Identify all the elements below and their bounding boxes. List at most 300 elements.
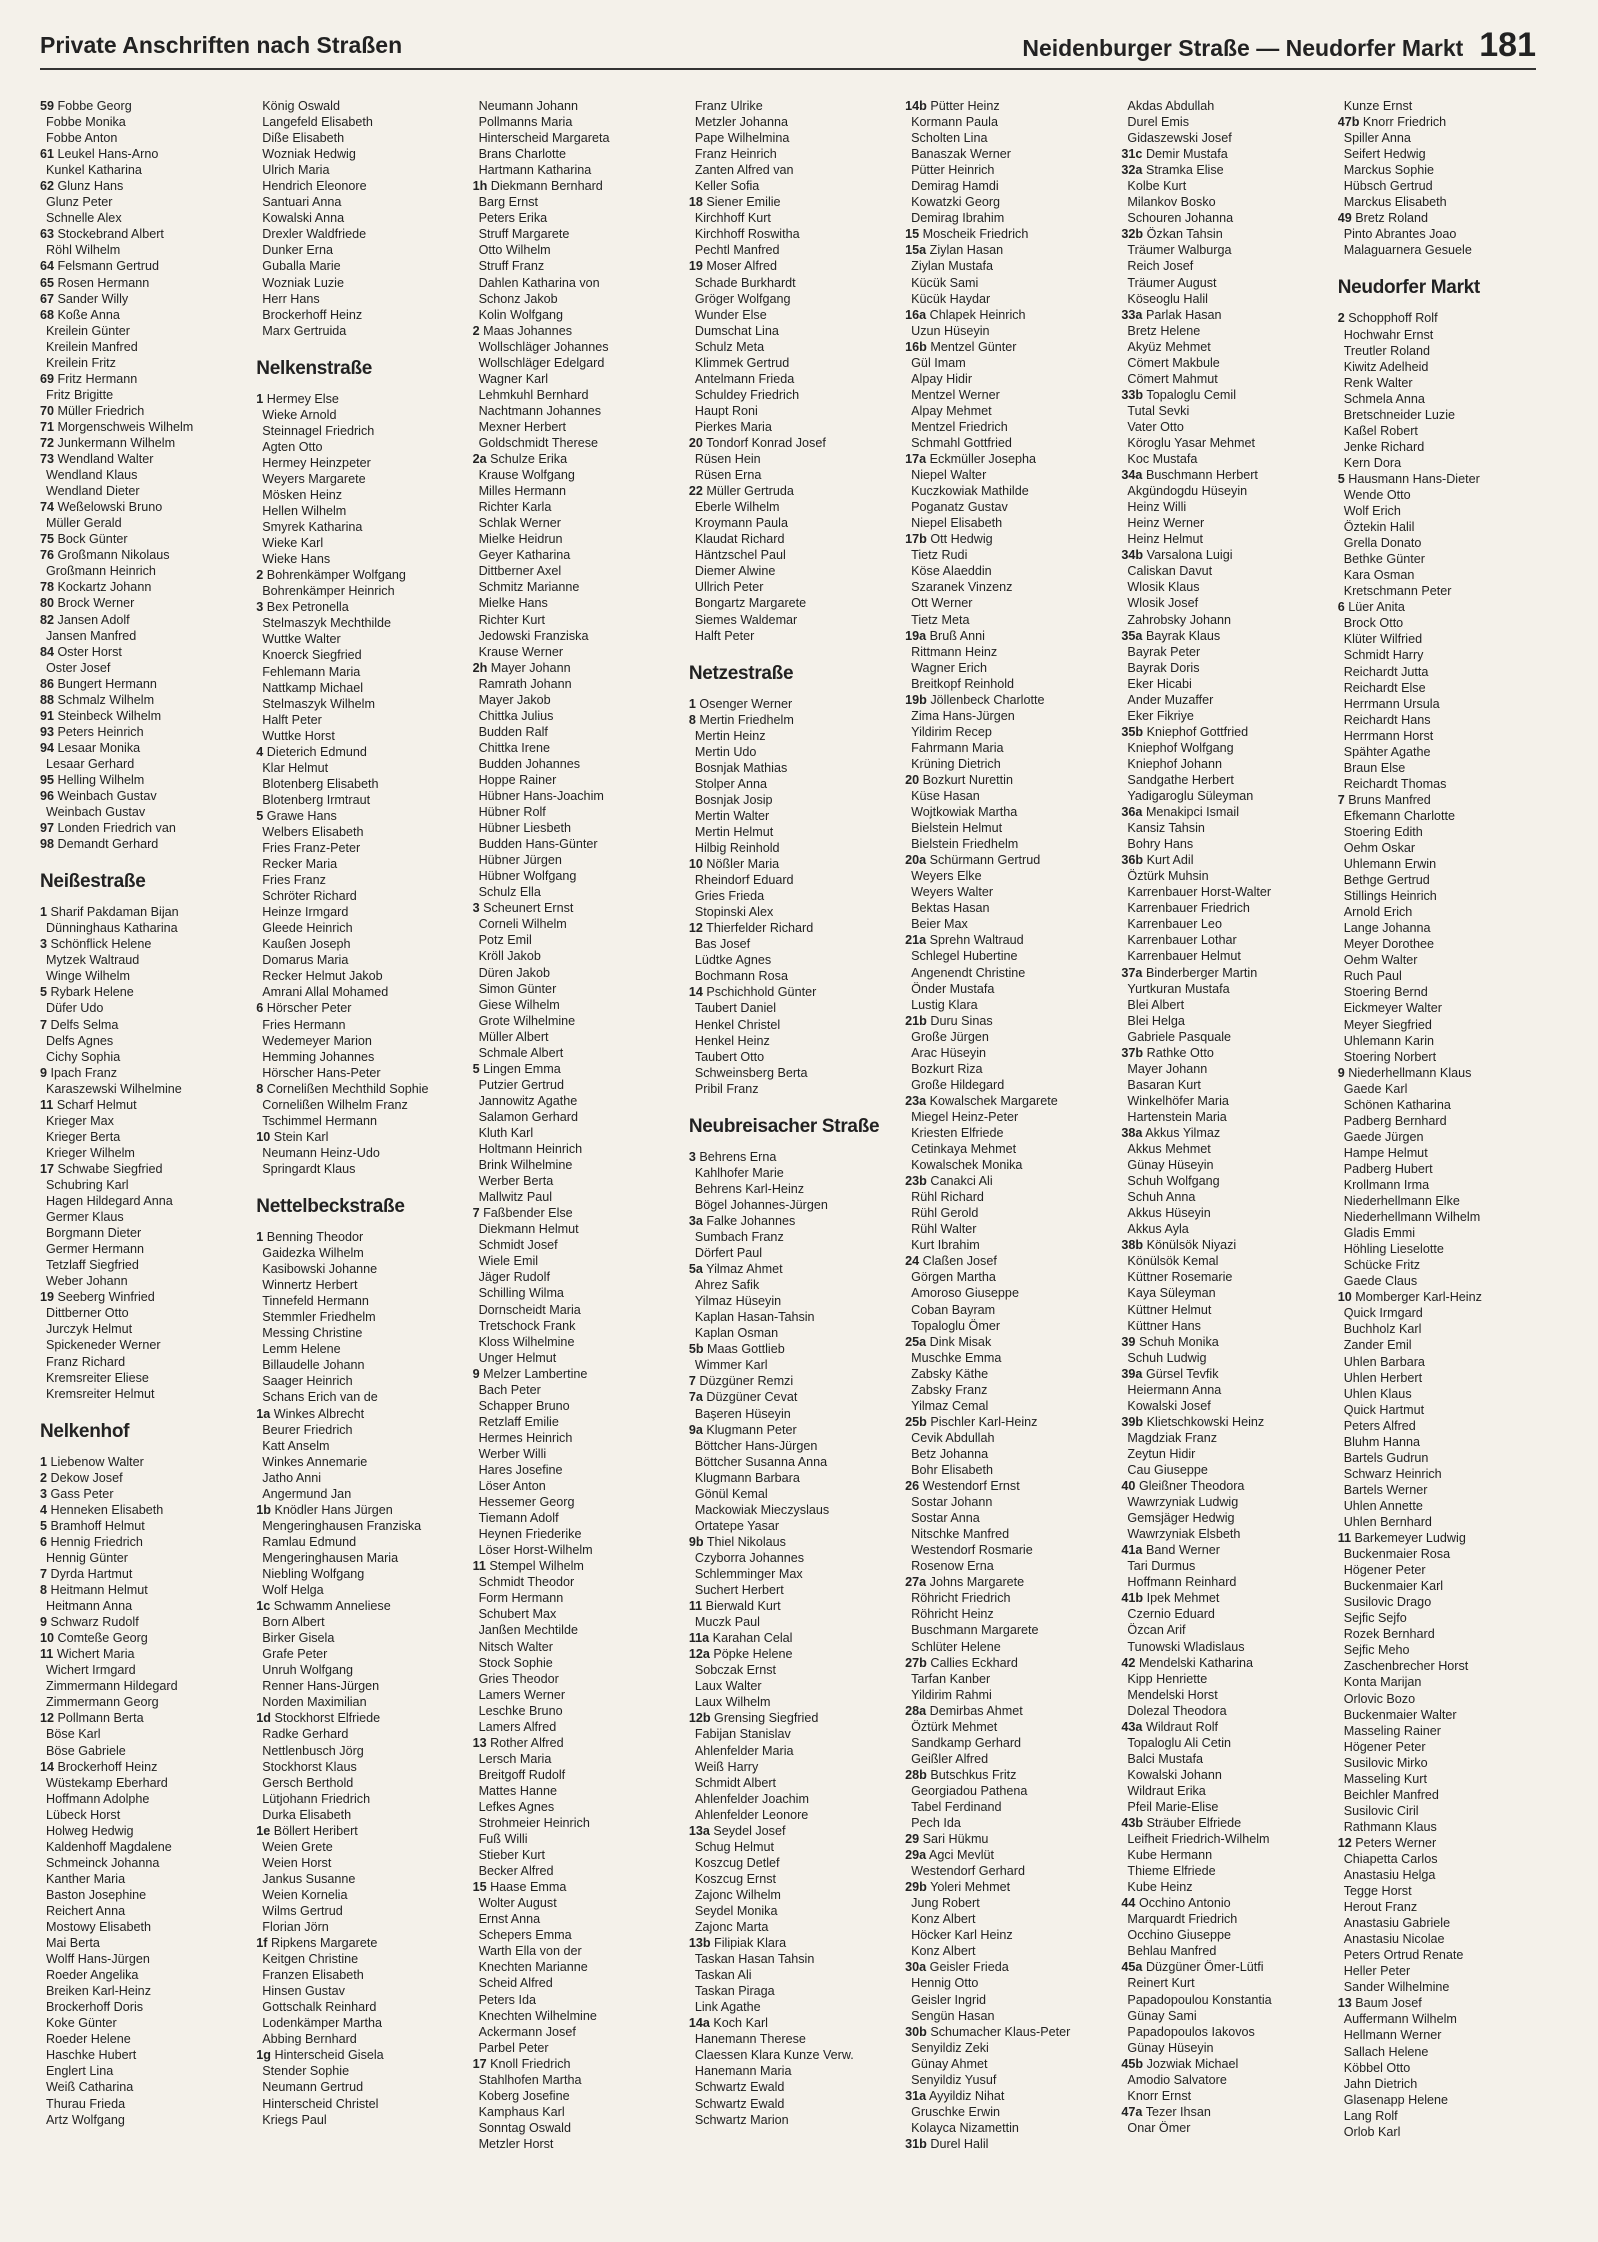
resident-name: Susilovic Ciril [1343,1803,1419,1818]
address-entry [473,884,685,900]
address-entry [905,884,1117,900]
resident-name: Peters Erika [478,211,548,226]
resident-name: Hampe Helmut [1343,1145,1428,1160]
resident-name: Schröter Richard [262,889,357,904]
resident-name: Topaloglu Ömer [911,1318,1001,1333]
resident-name: Högener Peter [1343,1563,1426,1578]
resident-name: Herr Hans [262,291,320,306]
resident-name: Uhlen Bernhard [1343,1514,1432,1529]
resident-name: Konz Albert [911,1944,976,1959]
resident-name: Hoffmann Reinhard [1127,1575,1237,1590]
address-entry [905,531,1117,547]
address-entry [473,258,685,274]
house-number: 40 [1121,1479,1136,1494]
address-entry [1121,916,1333,932]
resident-name: Uhlemann Karin [1343,1033,1435,1048]
address-entry [473,1655,685,1671]
address-entry [256,1582,468,1598]
resident-name: Hübner Wolfgang [478,869,577,884]
resident-name: Diekmann Helmut [478,1222,579,1237]
resident-name: Zaschenbrecher Horst [1343,1659,1469,1674]
resident-name: Bielstein Friedhelm [911,837,1019,852]
address-entry [905,499,1117,515]
resident-name: Diekmann Bernhard [490,179,603,194]
address-entry [40,339,252,355]
address-entry [1121,1574,1333,1590]
address-entry [473,114,685,130]
address-entry [689,1951,901,1967]
address-entry [689,612,901,628]
house-number: 43b [1121,1816,1144,1831]
address-entry [1338,2108,1550,2124]
address-entry [40,1630,252,1646]
house-number: 5 [472,1061,480,1076]
house-number: 6 [40,1534,48,1549]
address-entry [256,535,468,551]
resident-name: Klimmek Gertrud [694,355,790,370]
address-entry [40,676,252,692]
address-entry [1338,952,1550,968]
resident-name: Binderberger Martin [1145,965,1258,980]
address-entry [1121,1446,1333,1462]
resident-name: Ramrath Johann [478,676,572,691]
resident-name: Brockerhoff Heinz [57,1759,158,1774]
address-entry [905,98,1117,114]
resident-name: Masseling Rainer [1343,1723,1441,1738]
address-entry [40,114,252,130]
address-entry [256,2112,468,2128]
address-entry [40,563,252,579]
resident-name: Heynen Friederike [478,1527,582,1542]
house-number: 29b [905,1880,927,1895]
house-number: 1a [256,1406,271,1421]
address-entry [905,323,1117,339]
resident-name: Durel Emis [1127,115,1190,130]
house-number: 39a [1121,1366,1143,1381]
resident-name: Kockartz Johann [57,580,152,595]
resident-name: Haase Emma [490,1880,567,1895]
resident-name: Beier Max [911,917,968,932]
resident-name: Fries Franz-Peter [262,841,361,856]
resident-name: Johns Margarete [929,1575,1025,1590]
resident-name: Budden Hans-Günter [478,837,598,852]
resident-name: Mösken Heinz [262,487,343,502]
resident-name: Yilmaz Ahmet [706,1262,783,1277]
resident-name: Bektas Hasan [911,901,990,916]
address-entry [473,2024,685,2040]
address-entry [1121,210,1333,226]
address-entry [40,1097,252,1113]
address-entry [689,1213,901,1229]
address-entry [256,471,468,487]
resident-name: Niepel Walter [911,468,987,483]
resident-name: Melzer Lambertine [483,1366,588,1381]
resident-name: Geisler Frieda [929,1960,1009,1975]
resident-name: Peters Heinrich [57,724,144,739]
address-entry [689,579,901,595]
resident-name: Fuß Willi [478,1832,528,1847]
resident-name: Kniephof Johann [1127,756,1222,771]
address-entry [1338,210,1550,226]
address-entry [1121,435,1333,451]
address-entry [1338,664,1550,680]
resident-name: Franz Richard [46,1354,126,1369]
address-entry [256,1598,468,1614]
address-entry [1338,792,1550,808]
resident-name: Bohrenkämper Wolfgang [266,568,406,583]
address-entry [473,676,685,692]
address-entry [256,178,468,194]
resident-name: Lüdtke Agnes [694,953,772,968]
resident-name: Sengün Hasan [911,2008,995,2023]
resident-name: Öztekin Halil [1343,520,1415,535]
house-number: 3 [688,1149,696,1164]
address-entry [256,1903,468,1919]
resident-name: Hübner Liesbeth [478,821,571,836]
resident-name: Ullrich Peter [694,580,764,595]
resident-name: Schmalz Wilhelm [57,692,155,707]
address-entry [40,1129,252,1145]
address-entry [1338,1321,1550,1337]
address-entry [905,339,1117,355]
resident-name: Sobczak Ernst [694,1663,777,1678]
house-number: 5 [1337,471,1345,486]
resident-name: Kipp Henriette [1127,1671,1208,1686]
resident-name: Zima Hans-Jürgen [911,708,1015,723]
resident-name: Seifert Hedwig [1343,147,1426,162]
resident-name: Seydel Josef [713,1823,786,1838]
address-entry [689,2015,901,2031]
address-entry [40,724,252,740]
resident-name: Basaran Kurt [1127,1077,1201,1092]
resident-name: Pöpke Helene [713,1647,793,1662]
address-entry [473,1157,685,1173]
resident-name: Kunze Ernst [1343,99,1413,113]
address-entry [1338,1691,1550,1707]
resident-name: Gleißner Theodora [1138,1479,1245,1494]
resident-name: Schwabe Siegfried [57,1161,163,1176]
resident-name: Mostowy Elisabeth [46,1920,151,1935]
address-entry [1338,1626,1550,1642]
address-entry [689,1229,901,1245]
resident-name: Grensing Siegfried [714,1711,819,1726]
address-entry [1121,1590,1333,1606]
address-entry [1338,1546,1550,1562]
resident-name: Uzun Hüseyin [911,323,990,338]
address-entry [1121,724,1333,740]
resident-name: Düren Jakob [478,965,550,980]
resident-name: Stopinski Alex [694,905,774,920]
address-entry [1121,1622,1333,1638]
address-entry [1121,1366,1333,1382]
address-entry [689,146,901,162]
house-number: 8 [256,1081,264,1096]
house-number: 61 [40,147,55,162]
address-entry [1121,162,1333,178]
resident-name: Anastasiu Gabriele [1343,1916,1451,1931]
address-entry [1338,647,1550,663]
house-number: 25b [905,1414,927,1429]
resident-name: Winkes Albrecht [273,1406,365,1421]
resident-name: Tunowski Wladislaus [1127,1639,1245,1654]
address-entry [1121,708,1333,724]
address-entry [905,1975,1117,1991]
address-entry [256,242,468,258]
address-entry [256,856,468,872]
address-entry [473,900,685,916]
address-entry [689,936,901,952]
address-entry [1121,948,1333,964]
address-entry [1121,1687,1333,1703]
resident-name: Heitmann Helmut [50,1583,148,1598]
address-entry [1121,194,1333,210]
resident-name: Keller Sofia [694,179,760,194]
resident-name: Akkus Hüseyin [1127,1206,1211,1221]
resident-name: Gries Frieda [694,889,765,904]
resident-name: Meyer Dorothee [1343,937,1434,952]
resident-name: Jansen Manfred [46,628,137,643]
resident-name: Koch Karl [713,2016,768,2031]
resident-name: Hellmann Werner [1343,2028,1442,2043]
address-entry [1121,1221,1333,1237]
resident-name: Neumann Heinz-Udo [262,1145,380,1160]
resident-name: Link Agathe [694,2000,761,2015]
address-entry [473,1029,685,1045]
resident-name: Wimmer Karl [694,1358,768,1373]
address-entry [1338,1723,1550,1739]
address-entry [1338,615,1550,631]
resident-name: Hoppe Rainer [478,772,557,787]
resident-name: Reichardt Jutta [1343,664,1429,679]
address-entry [689,355,901,371]
address-entry [689,728,901,744]
address-entry [1338,1161,1550,1177]
resident-name: Herrmann Ursula [1343,696,1440,711]
address-entry [1121,1751,1333,1767]
address-entry [905,1189,1117,1205]
resident-name: Renk Walter [1343,375,1413,390]
resident-name: Weber Johann [46,1274,128,1289]
address-entry [473,1911,685,1927]
resident-name: Callies Eckhard [930,1655,1018,1670]
resident-name: Knorr Friedrich [1362,115,1447,130]
address-entry [1121,403,1333,419]
resident-name: Bartels Gudrun [1343,1450,1429,1465]
resident-name: Filipiak Klara [714,1936,787,1951]
address-entry [689,1871,901,1887]
address-entry [473,1687,685,1703]
address-entry [905,1767,1117,1783]
resident-name: Mendelski Horst [1127,1687,1218,1702]
address-entry [1338,551,1550,567]
address-entry [256,1486,468,1502]
address-entry [905,1109,1117,1125]
address-entry [256,1775,468,1791]
address-entry [905,1606,1117,1622]
resident-name: Pischler Karl-Heinz [930,1414,1038,1429]
resident-name: Hessemer Georg [478,1495,575,1510]
resident-name: Schücke Fritz [1343,1258,1420,1273]
resident-name: Bögel Johannes-Jürgen [694,1197,828,1212]
address-entry [473,1318,685,1334]
address-entry [1338,1402,1550,1418]
house-number: 75 [40,532,55,547]
resident-name: Beurer Friedrich [262,1422,353,1437]
address-entry [1338,1289,1550,1305]
resident-name: Thurau Frieda [46,2096,126,2111]
address-entry [40,1871,252,1887]
address-entry [905,435,1117,451]
resident-name: Occhino Antonio [1138,1896,1231,1911]
address-entry [40,1903,252,1919]
address-entry [473,756,685,772]
house-number: 1 [256,1230,264,1244]
resident-name: Winkelhöfer Maria [1127,1093,1229,1108]
address-entry [40,419,252,435]
address-entry [1338,1530,1550,1546]
resident-name: Hermey Else [266,391,339,406]
resident-name: Ander Muzaffer [1127,692,1214,707]
address-entry [256,1502,468,1518]
resident-name: Ulrich Maria [262,163,330,178]
resident-name: Düzgüner Cevat [706,1390,798,1405]
resident-name: Schnelle Alex [46,211,122,226]
address-entry [473,2072,685,2088]
resident-name: Winge Wilhelm [46,969,130,984]
resident-name: Behrens Karl-Heinz [694,1181,805,1196]
address-entry [473,1334,685,1350]
address-entry [689,1261,901,1277]
address-entry [1121,2072,1333,2088]
resident-name: Cornelißen Mechthild Sophie [266,1081,429,1096]
resident-name: Mexner Herbert [478,419,567,434]
resident-name: Kremsreiter Eliese [46,1370,149,1385]
resident-name: Padberg Hubert [1343,1161,1433,1176]
address-entry [40,708,252,724]
address-entry [473,1783,685,1799]
resident-name: Poganatz Gustav [911,500,1008,515]
house-number: 10 [40,1631,55,1646]
resident-name: Weyers Margarete [262,471,366,486]
address-entry [905,1687,1117,1703]
resident-name: Behrens Erna [699,1149,777,1164]
resident-name: Wlosik Klaus [1127,580,1200,595]
address-entry [40,2079,252,2095]
address-entry [689,483,901,499]
resident-name: Steinbeck Wilhelm [57,708,162,723]
resident-name: Schmidt Harry [1343,648,1424,663]
resident-name: Mengeringhausen Franziska [262,1518,422,1533]
address-entry [473,563,685,579]
resident-name: Schumacher Klaus-Peter [930,2024,1071,2039]
resident-name: Hörscher Peter [266,1001,352,1016]
resident-name: Wollschläger Edelgard [478,355,605,370]
resident-name: Ortatepe Yasar [694,1518,780,1533]
resident-name: Schönflick Helene [50,937,152,952]
resident-name: Grote Wilhelmine [478,1013,576,1028]
house-number: 88 [40,692,55,707]
address-entry [473,1269,685,1285]
address-entry [1121,1767,1333,1783]
resident-name: Weien Grete [262,1839,333,1854]
address-entry [1338,178,1550,194]
address-entry [689,776,901,792]
address-entry [689,1726,901,1742]
resident-name: Brockerhoff Doris [46,2000,144,2015]
address-entry [40,1081,252,1097]
resident-name: Gaede Karl [1343,1081,1408,1096]
resident-name: Bayrak Doris [1127,660,1200,675]
resident-name: Band Werner [1145,1543,1220,1558]
address-entry [1338,920,1550,936]
resident-name: Tietz Meta [911,612,970,627]
address-entry [689,467,901,483]
resident-name: Heiermann Anna [1127,1382,1222,1397]
resident-name: Krause Wolfgang [478,468,575,483]
resident-name: Westendorf Rosmarie [911,1543,1033,1558]
address-entry [689,1534,901,1550]
resident-name: Fritz Hermann [57,371,138,386]
address-entry [1121,660,1333,676]
address-entry [689,1197,901,1213]
house-number: 38a [1121,1126,1143,1140]
resident-name: Müller Friedrich [57,403,145,418]
address-entry [689,307,901,323]
address-entry [689,1999,901,2015]
address-entry [689,1550,901,1566]
address-entry [256,1967,468,1983]
address-entry [905,692,1117,708]
resident-name: Oehm Oskar [1343,841,1416,856]
house-number: 20 [688,435,703,450]
resident-name: Ipach Franz [50,1065,118,1080]
address-entry [40,1743,252,1759]
resident-name: Schonz Jakob [478,291,558,306]
resident-name: Junkermann Wilhelm [57,435,176,450]
resident-name: Leschke Bruno [478,1703,563,1718]
resident-name: Mentzel Friedrich [911,419,1008,434]
house-number: 82 [40,612,55,627]
resident-name: Blei Helga [1127,1013,1185,1028]
house-number: 25a [905,1334,927,1349]
address-entry [473,178,685,194]
house-number: 2 [256,568,264,583]
address-entry [1121,788,1333,804]
resident-name: Gül Imam [911,355,966,370]
address-entry [473,499,685,515]
street-heading: Nettelbeckstraße [256,1196,405,1217]
resident-name: Schuldey Friedrich [694,387,800,402]
resident-name: Varsalona Luigi [1146,548,1233,563]
resident-name: Wilms Gertrud [262,1903,343,1918]
resident-name: Mengeringhausen Maria [262,1550,399,1565]
resident-name: Köseoglu Halil [1127,291,1208,306]
address-entry [1121,1334,1333,1350]
address-entry [256,760,468,776]
address-entry [1121,451,1333,467]
address-entry [1338,471,1550,487]
resident-name: Lemm Helene [262,1342,341,1357]
address-entry [689,1245,901,1261]
address-entry [40,210,252,226]
resident-name: Bayrak Klaus [1145,628,1221,643]
resident-name: Taskan Ali [694,1968,752,1983]
resident-name: Klaudat Richard [694,532,785,547]
house-number: 69 [40,371,55,386]
resident-name: Demirag Ibrahim [911,211,1005,226]
address-entry [1121,2120,1333,2136]
resident-name: Stock Sophie [478,1655,553,1670]
